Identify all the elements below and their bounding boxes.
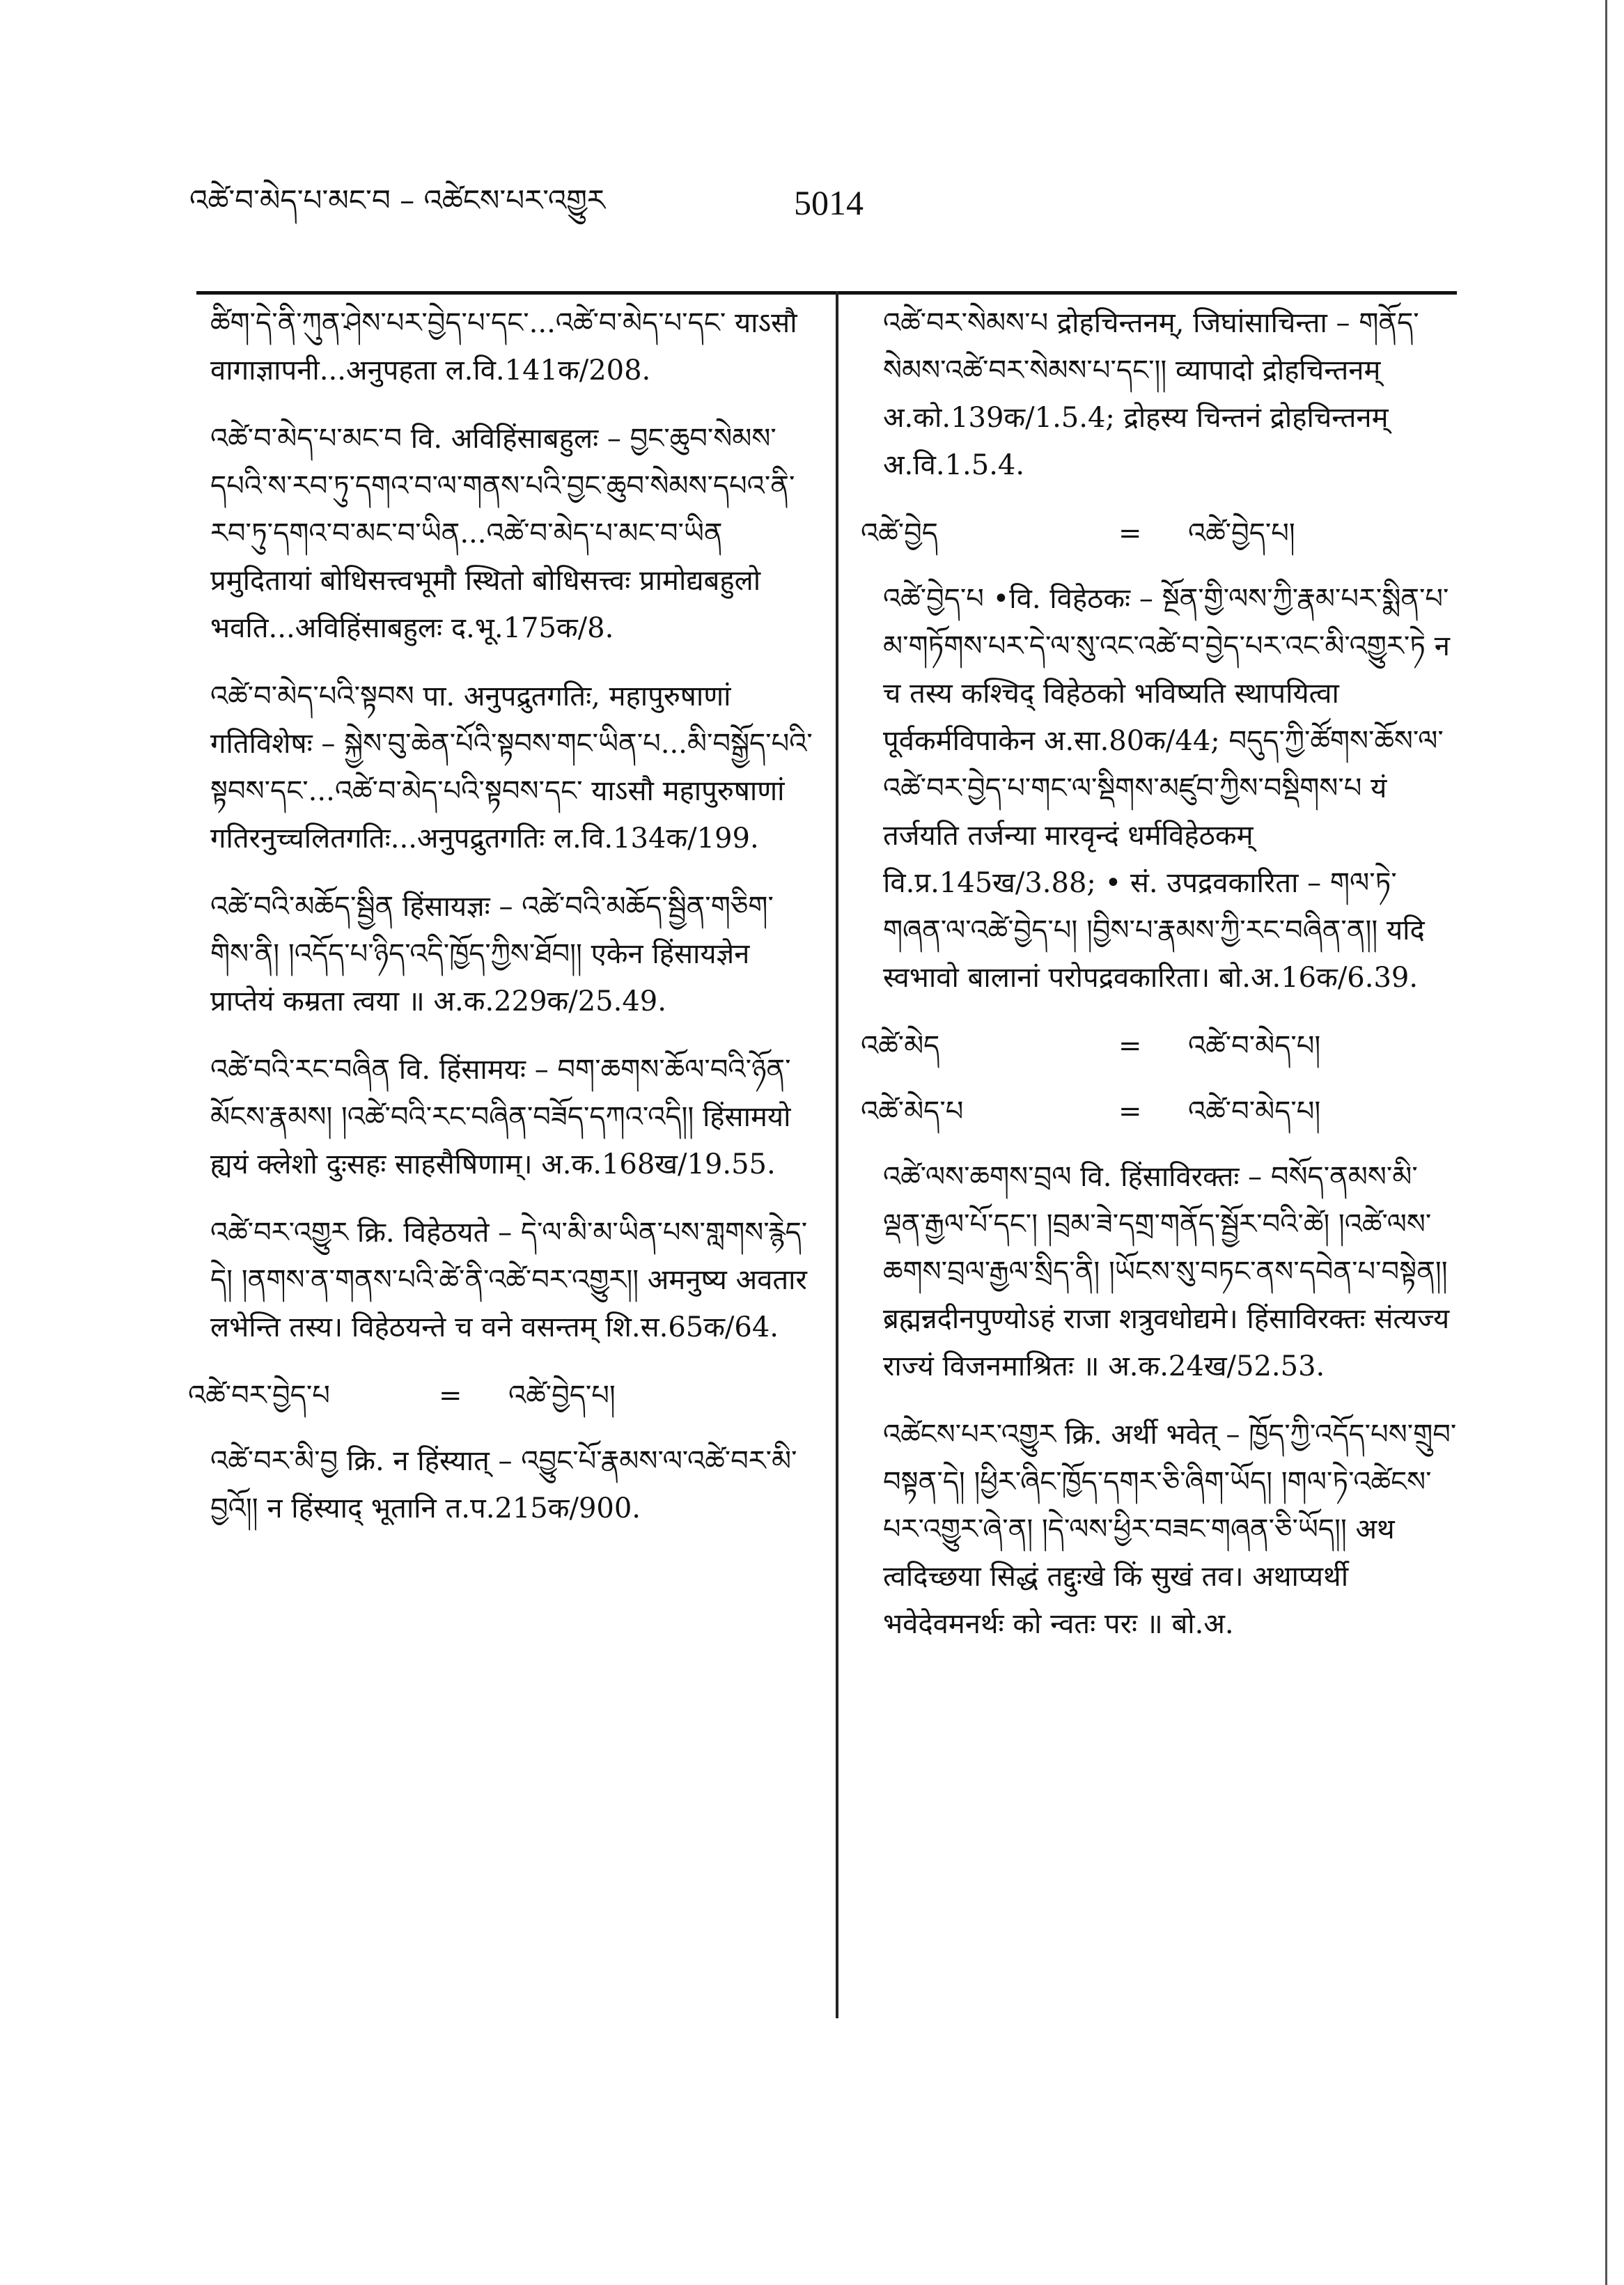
xref-equals: =	[1118, 517, 1142, 549]
dictionary-entry: འཚེ་བའི་མཆོད་སྦྱིན हिंसायज्ञः – འཚེ་བའི་མཆོད་སྦྱིན་གཅིག་གིས་ནི། །འདོད་པ་ཉིད་འདི་ཁྱོད་ཀྱིས་ཐོབ།། एकेन हिंसायज्ञेन प्राप्तेयं कम्रता त्वया ॥ अ.क.229क/25.49.	[210, 891, 774, 1017]
dictionary-entry: འཚེ་ལས་ཆགས་བྲལ वि. हिंसाविरक्तः – བསོད་ནམས་མི་ལྡན་རྒྱལ་པོ་དང་། །བྲམ་ཟེ་དགྲ་གནོད་སྦྱོར་བའི་ཚེ། །འཚེ་ལས་ཆགས་བྲལ་རྒྱལ་སྲིད་ནི། །ཡོངས་སུ་བཏང་ནས་དབེན་པ་བསྟེན།། ब्रह्मन्नदीनपुण्योऽहं राजा शत्रुवधोद्यमे। हिंसाविरक्तः संत्यज्य राज्यं विजनमाश्रितः ॥ अ.क.24ख/52.53.	[883, 1161, 1450, 1382]
xref-equals: =	[1118, 1030, 1142, 1062]
dictionary-entry: འཚེ་བར་འགྱུར क्रि. विहेठयते – དེ་ལ་མི་མ་ཡིན་པས་གླགས་རྙེད་དེ། །ནགས་ན་གནས་པའི་ཚེ་ནི་འཚེ་བར་འགྱུར།། अमनुष्य अवतार लभेन्ति तस्य। विहेठयन्ते च वने वसन्तम् शि.स.65क/64.	[210, 1217, 808, 1343]
cross-reference-entry	[861, 1088, 1460, 1135]
dictionary-entry: འཚེ་བ་མེད་པའི་སྟབས पा. अनुपद्रुतगतिः, महापुरुषाणां गतिविशेषः – སྐྱེས་བུ་ཆེན་པོའི་སྟབས་གང་ཡིན་པ...མི་བསྒྱོད་པའི་སྟབས་དང་...འཚེ་བ་མེད་པའི་སྟབས་དང་ याऽसौ महापुरुषाणां गतिरनुच्चलितगतिः...अनुपद्रुतगतिः ल.वि.134क/199.	[210, 680, 813, 855]
dictionary-entry: འཚེ་བྱེད་པ •वि. विहेठकः – སྔོན་གྱི་ལས་ཀྱི་རྣམ་པར་སྨིན་པ་མ་གཏོགས་པར་དེ་ལ་སུ་འང་འཚེ་བ་བྱེད་པར་འང་མི་འགྱུར་ཏེ न च तस्य कश्चिद् विहेठको भविष्यति स्थापयित्वा पूर्वकर्मविपाकेन अ.सा.80क/44; བདུད་ཀྱི་ཚོགས་ཆོས་ལ་འཚེ་བར་བྱེད་པ་གང་ལ་སྡིགས་མཛུབ་ཀྱིས་བསྡིགས་པ यं तर्जयति तर्जन्या मारवृन्दं धर्मविहेठकम् वि.प्र.145ख/3.88; • सं. उपद्रवकारिता – གལ་ཏེ་གཞན་ལ་འཚེ་བྱེད་པ། །བྱིས་པ་རྣམས་ཀྱི་རང་བཞིན་ན།། यदि स्वभावो बालानां परोपद्रवकारिता। बो.अ.16क/6.39.	[883, 583, 1450, 994]
xref-target: འཚེ་བ་མེད་པ།	[1188, 1095, 1321, 1128]
dictionary-entry: འཚེ་བའི་རང་བཞིན वि. हिंसामयः – བག་ཆགས་ཆོལ་བའི་ཉོན་མོངས་རྣམས། །འཚེ་བའི་རང་བཞིན་བཟོད་དཀའ་འདི།། हिंसामयो ह्ययं क्लेशो दुःसहः साहसैषिणाम्। अ.क.168ख/19.55.	[210, 1054, 791, 1180]
header-rule	[196, 291, 1457, 295]
xref-target: འཚེ་བྱེད་པ།	[508, 1380, 616, 1412]
xref-headword: འཚེ་བྱེད	[861, 517, 938, 549]
right-column	[861, 299, 1460, 1669]
page-edge-line	[1605, 0, 1607, 2285]
column-divider	[836, 291, 838, 2018]
running-header: འཚེ་བ་མེད་པ་མང་བ – འཚེངས་པར་འགྱུར	[189, 183, 606, 217]
xref-headword: འཚེ་མེད་པ	[861, 1095, 964, 1128]
xref-headword: འཚེ་མེད	[861, 1030, 940, 1062]
cross-reference-entry	[188, 1372, 815, 1419]
cross-reference-entry	[861, 1022, 1460, 1070]
xref-headword: འཚེ་བར་བྱེད་པ	[188, 1380, 330, 1412]
cross-reference-entry	[861, 510, 1460, 557]
xref-target: འཚེ་བྱེད་པ།	[1188, 517, 1295, 549]
left-column	[188, 299, 815, 1553]
xref-target: འཚེ་བ་མེད་པ།	[1188, 1030, 1321, 1062]
xref-equals: =	[439, 1380, 462, 1412]
dictionary-entry: འཚེ་བར་སེམས་པ द्रोहचिन्तनम्, जिघांसाचिन्ता – གནོད་སེམས་འཚེ་བར་སེམས་པ་དང་།། व्यापादो द्रोहचिन्तनम् अ.को.139क/1.5.4; द्रोहस्य चिन्तनं द्रोहचिन्तनम् अ.वि.1.5.4.	[883, 307, 1419, 481]
dictionary-entry: འཚེ་བ་མེད་པ་མང་བ वि. अविहिंसाबहुलः – བྱང་ཆུབ་སེམས་དཔའི་ས་རབ་ཏུ་དགའ་བ་ལ་གནས་པའི་བྱང་ཆུབ་སེམས་དཔའ་ནི་རབ་ཏུ་དགའ་བ་མང་བ་ཡིན...འཚེ་བ་མེད་པ་མང་བ་ཡིན प्रमुदितायां बोधिसत्त्वभूमौ स्थितो बोधिसत्त्वः प्रामोद्यबहुलो भवति...अविहिंसाबहुलः द.भू.175क/8.	[210, 423, 795, 644]
dictionary-entry: འཚེངས་པར་འགྱུར क्रि. अर्थी भवेत् – ཁྱོད་ཀྱི་འདོད་པས་གྲུབ་བསྟན་དེ། །ཕྱིར་ཞིང་ཁྱོད་དགར་ཅི་ཞིག་ཡོད། །གལ་ཏེ་འཚེངས་པར་འགྱུར་ཞེ་ན། །དེ་ལས་ཕྱིར་བཟང་གཞན་ཅི་ཡོད།། अथ त्वदिच्छया सिद्धं तद्दुःखे किं सुखं तव। अथाप्यर्थी भवेदेवमनर्थः को न्वतः परः ॥ बो.अ.	[883, 1419, 1457, 1640]
xref-equals: =	[1118, 1095, 1142, 1128]
dictionary-entry: འཚེ་བར་མི་བྱ क्रि. न हिंस्यात् – འབྱུང་པོ་རྣམས་ལ་འཚེ་བར་མི་བྱའོ།། न हिंस्याद् भूतानि त.प.215क/900.	[210, 1445, 797, 1524]
dictionary-entry: ཚིག་དེ་ནི་ཀུན་ཤེས་པར་བྱེད་པ་དང་...འཚེ་བ་མེད་པ་དང་ याऽसौ वागाज्ञापनी...अनुपहता ल.वि.141क/208.	[210, 307, 797, 387]
page-number: 5014	[794, 183, 864, 222]
